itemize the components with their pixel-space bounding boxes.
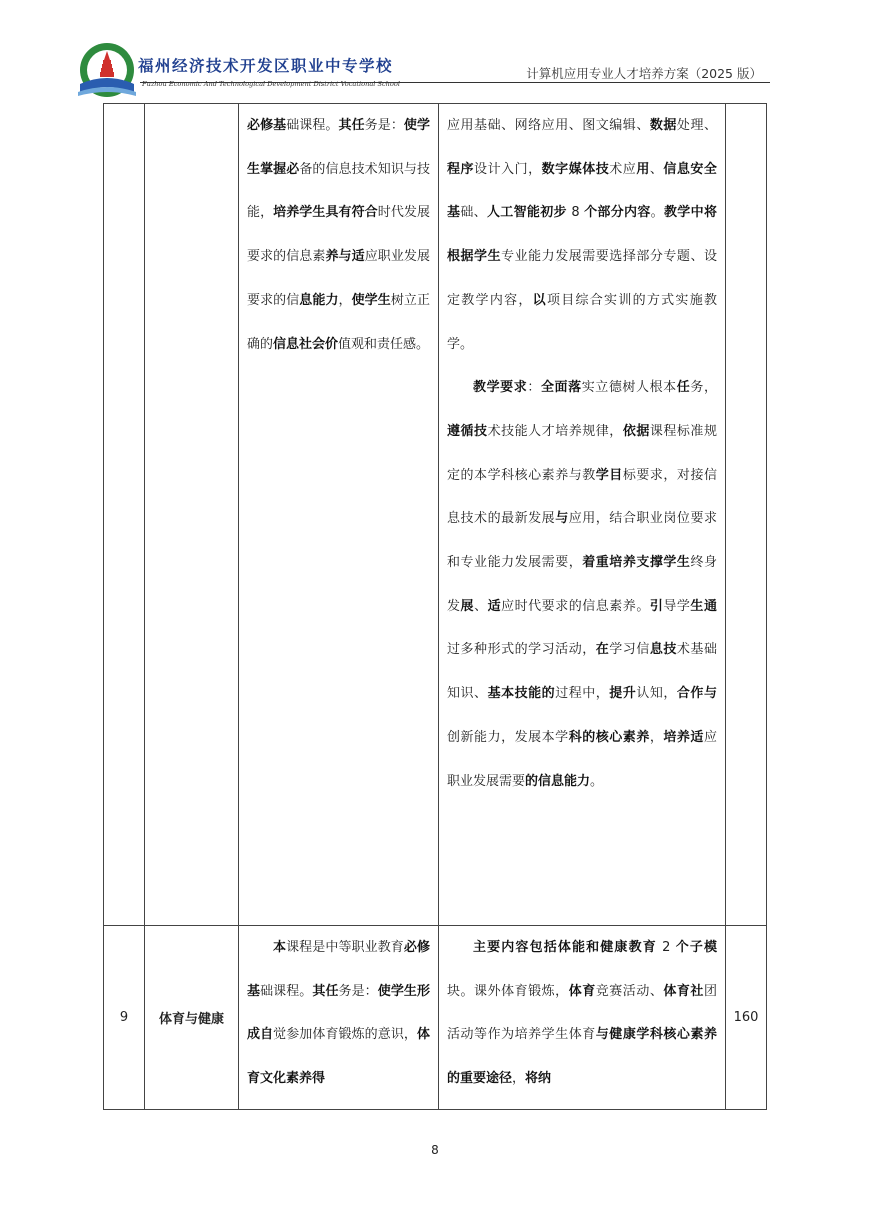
course-goal-text: 本课程是中等职业教育必修基础课程。其任务是：使学生形成自觉参加体育锻炼的意识，体育文化素养得 [247,940,430,1087]
course-content-text: 主要内容包括体能和健康教育 2 个子模块。课外体育锻炼，体育竞赛活动、体育社团活动等作为培养学生体育与健康学科核心素养的重要途径，将纳 [447,940,717,1087]
school-name: 福州经济技术开发区职业中专学校 [138,57,394,75]
course-goal-text: 必修基础课程。其任务是：使学生掌握必备的信息技术知识与技能，培养学生具有符合时代发展要求的信息素养与适应职业发展要求的信息能力，使学生树立正确的信息社会价值观和责任感。 [247,118,430,352]
school-logo-icon [76,42,138,100]
hours-cell: 160 [726,926,767,1110]
course-content-cell [439,104,726,926]
table-row [104,926,767,1110]
course-content-cell [439,926,726,1110]
course-table [103,103,767,1110]
course-name-cell: 体育与健康 [145,926,239,1110]
row-number-cell [104,104,145,926]
course-goal-cell [239,926,439,1110]
table-row [104,104,767,926]
course-goal-cell [239,104,439,926]
row-number-cell: 9 [104,926,145,1110]
header-rule [140,82,770,83]
document-title: 计算机应用专业人才培养方案（2025 版） [526,66,762,81]
page-header [76,40,770,102]
teaching-requirements-text: 教学要求：全面落实立德树人根本任务，遵循技术技能人才培养规律，依据课程标准规定的本学科核心素养与教学目标要求，对接信息技术的最新发展与应用，结合职业岗位要求和专业能力发展需要，着重培养支撑学生终身发展、适应时代要求的信息素养。引导学生通过多种形式的学习活动，在学习信息技术基础知识、基本技能的过程中，提升认知，合作与创新能力，发展本学科的核心素养，培养适应职业发展需要的信息能力。 [447,380,717,789]
course-name-cell [145,104,239,926]
page-number: 8 [431,1143,439,1157]
course-content-text: 应用基础、网络应用、图文编辑、数据处理、程序设计入门，数字媒体技术应用、信息安全基础、人工智能初步 8 个部分内容。教学中将根据学生专业能力发展需要选择部分专题、设定教学内容，以项目综合实训的方式实施教学。 [447,118,717,352]
hours-cell [726,104,767,926]
school-name-en: Fuzhou Economic And Technological Development District Vocational School [142,80,400,88]
